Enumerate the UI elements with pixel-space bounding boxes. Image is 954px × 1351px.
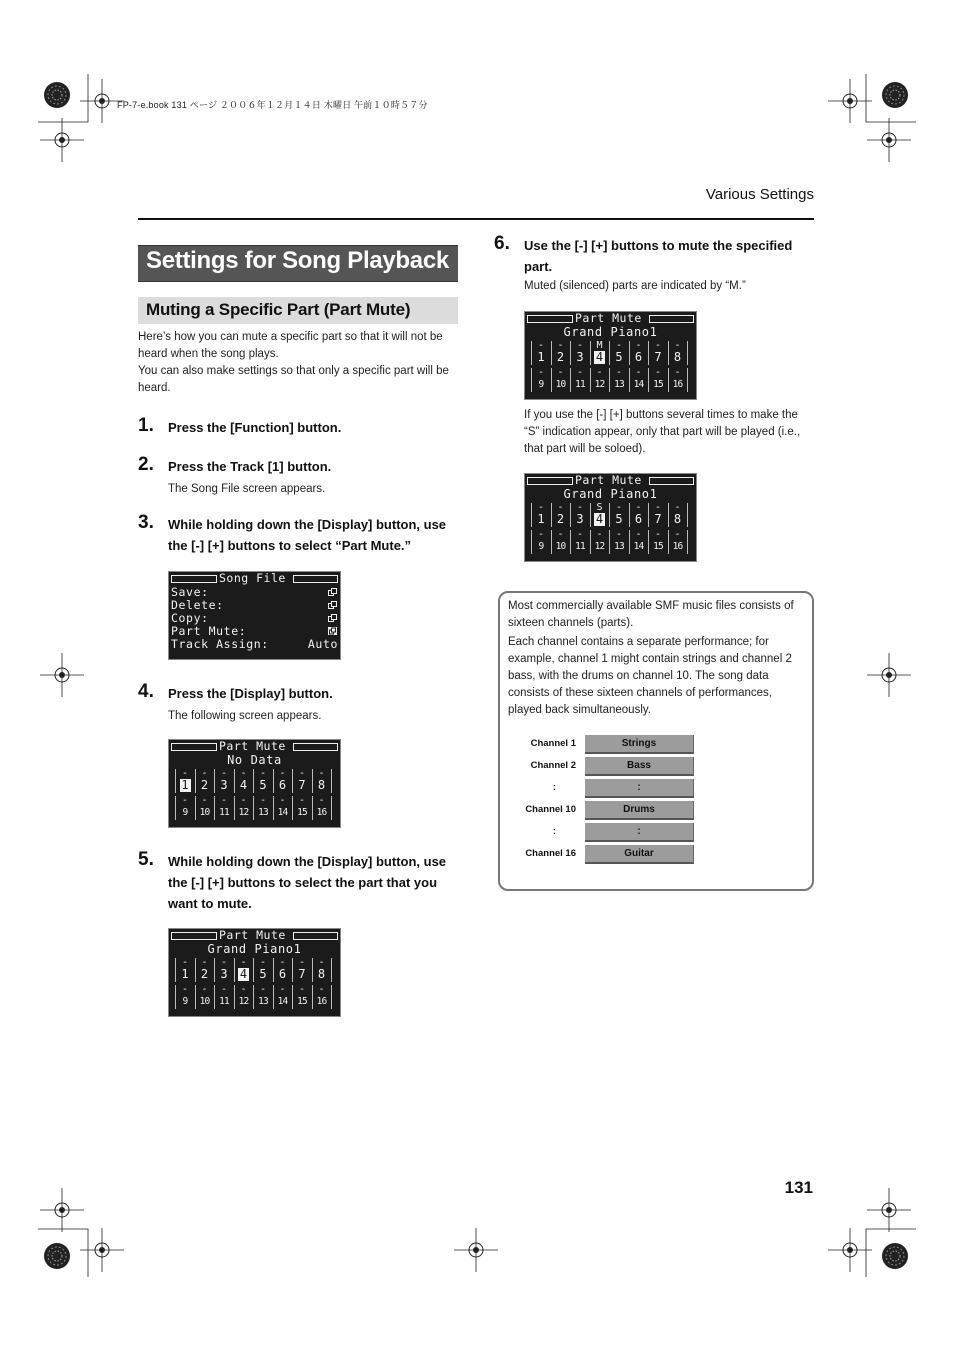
enter-icon bbox=[328, 601, 337, 609]
screen-header-bar bbox=[527, 477, 573, 485]
print-header: FP-7-e.book 131 ページ ２００６年１２月１４日 木曜日 午前１０時５７分 bbox=[117, 100, 428, 110]
step-number: 5. bbox=[138, 849, 154, 870]
part-cell bbox=[590, 530, 610, 553]
part-status: - bbox=[298, 768, 306, 779]
section-subtitle-text: Muting a Specific Part (Part Mute) bbox=[146, 300, 411, 319]
part-number: 1 bbox=[181, 967, 189, 981]
part-status: - bbox=[279, 984, 286, 995]
part-row bbox=[531, 368, 691, 392]
screen-tone-name: No Data bbox=[227, 753, 282, 767]
part-cell bbox=[648, 341, 668, 364]
part-row bbox=[531, 530, 691, 554]
part-number: 7 bbox=[298, 778, 306, 792]
step-number: 6. bbox=[494, 233, 510, 254]
channel-part-bar: Strings bbox=[585, 735, 694, 754]
screen-header: Part Mute bbox=[575, 473, 642, 487]
part-status: - bbox=[576, 367, 584, 378]
part-number: 12 bbox=[238, 996, 249, 1007]
part-row bbox=[175, 796, 335, 820]
part-status: - bbox=[240, 795, 247, 806]
part-cell bbox=[668, 503, 688, 526]
part-cell bbox=[175, 985, 195, 1008]
step-number: 2. bbox=[138, 454, 154, 475]
part-cell bbox=[629, 530, 649, 553]
part-status: - bbox=[201, 768, 208, 779]
screen-header: Song File bbox=[219, 571, 286, 585]
part-cell bbox=[531, 341, 551, 364]
step-instruction: Use the [-] [+] buttons to mute the specified part. bbox=[524, 238, 793, 274]
channel-label: : bbox=[552, 826, 556, 837]
part-status: - bbox=[537, 367, 545, 378]
part-status: - bbox=[298, 984, 306, 995]
part-status: - bbox=[318, 957, 325, 968]
part-number: 14 bbox=[633, 541, 644, 552]
part-number: 12 bbox=[594, 541, 605, 552]
part-status: - bbox=[318, 768, 325, 779]
part-status: - bbox=[318, 795, 325, 806]
step-instruction: Press the [Function] button. bbox=[168, 420, 342, 435]
info-paragraph-1: Most commercially available SMF music files consists of sixteen channels (parts). bbox=[508, 600, 794, 629]
channel-part-bar: Drums bbox=[585, 801, 694, 820]
step-note: The Song File screen appears. bbox=[168, 483, 326, 495]
screen-header-bar bbox=[293, 743, 338, 751]
part-number: 3 bbox=[576, 350, 584, 364]
part-cell bbox=[195, 958, 215, 981]
part-number: 16 bbox=[316, 996, 327, 1007]
part-number: 11 bbox=[219, 996, 229, 1007]
part-status: S bbox=[596, 502, 603, 513]
menu-item-delete: Delete: bbox=[171, 598, 224, 612]
part-number: 6 bbox=[634, 350, 643, 364]
part-number: 5 bbox=[259, 967, 267, 981]
part-row bbox=[531, 341, 691, 365]
part-row bbox=[531, 503, 691, 527]
part-cell bbox=[253, 958, 273, 981]
step-note: Muted (silenced) parts are indicated by “M.” bbox=[524, 280, 746, 292]
intro-paragraph-2: You can also make settings so that only a specific part will be heard. bbox=[138, 365, 449, 394]
part-status: - bbox=[279, 768, 286, 779]
screen-header-bar bbox=[649, 315, 694, 323]
part-number: 12 bbox=[238, 807, 249, 818]
part-status: - bbox=[220, 795, 228, 806]
screen-tone-name: Grand Piano1 bbox=[563, 487, 658, 501]
part-number: 8 bbox=[317, 778, 326, 792]
menu-item-track-assign: Track Assign: bbox=[171, 637, 269, 651]
enter-icon-selected bbox=[328, 627, 337, 635]
part-number: 12 bbox=[594, 379, 605, 390]
part-number: 14 bbox=[277, 807, 288, 818]
channel-label: Channel 16 bbox=[525, 848, 576, 859]
part-number: 11 bbox=[219, 807, 229, 818]
part-number: 2 bbox=[556, 512, 565, 526]
part-cell bbox=[668, 530, 688, 553]
part-status: - bbox=[654, 340, 662, 351]
part-mute-screen-solo bbox=[524, 473, 697, 562]
song-file-screen bbox=[168, 571, 341, 660]
enter-icon bbox=[328, 588, 337, 596]
page-number: 131 bbox=[784, 1178, 813, 1197]
part-number: 2 bbox=[200, 967, 209, 981]
enter-icon bbox=[328, 614, 337, 622]
part-cell bbox=[629, 341, 649, 364]
part-cell bbox=[590, 368, 610, 391]
part-number: 2 bbox=[556, 350, 565, 364]
screen-header: Part Mute bbox=[219, 928, 286, 942]
part-status: - bbox=[596, 529, 603, 540]
page-title-text: Settings for Song Playback bbox=[146, 247, 449, 274]
part-number: 16 bbox=[672, 541, 683, 552]
channel-part-bar: Guitar bbox=[585, 845, 694, 864]
channel-label: Channel 2 bbox=[530, 760, 576, 771]
part-status: M bbox=[596, 340, 603, 351]
part-cell bbox=[668, 341, 688, 364]
part-status: - bbox=[537, 502, 545, 513]
part-status: - bbox=[537, 340, 545, 351]
part-status: - bbox=[557, 340, 564, 351]
part-mute-screen-select bbox=[168, 928, 341, 1017]
part-cell bbox=[214, 985, 234, 1008]
part-status: - bbox=[298, 795, 306, 806]
part-number: 1 bbox=[537, 350, 545, 364]
channel-part-bar: : bbox=[585, 823, 694, 842]
part-number: 6 bbox=[634, 512, 643, 526]
part-number: 10 bbox=[199, 807, 210, 818]
part-status: - bbox=[674, 502, 681, 513]
part-mute-screen-muted bbox=[524, 311, 697, 400]
step-instruction: Press the Track [1] button. bbox=[168, 459, 332, 474]
part-status: - bbox=[259, 795, 267, 806]
screen-header-bar bbox=[527, 315, 573, 323]
part-number: 1 bbox=[537, 512, 545, 526]
part-number: 9 bbox=[538, 541, 544, 552]
part-number: 15 bbox=[653, 379, 663, 390]
part-status: - bbox=[615, 367, 623, 378]
part-cell bbox=[551, 503, 571, 526]
part-status: - bbox=[635, 367, 642, 378]
part-status: - bbox=[635, 529, 642, 540]
part-number: 3 bbox=[220, 778, 228, 792]
part-cell bbox=[273, 769, 293, 792]
part-status: - bbox=[615, 529, 623, 540]
part-status: - bbox=[181, 795, 189, 806]
part-cell bbox=[234, 769, 254, 792]
part-cell bbox=[214, 958, 234, 981]
part-cell bbox=[175, 796, 195, 819]
screen-tone-name: Grand Piano1 bbox=[207, 942, 302, 956]
part-number: 10 bbox=[199, 996, 210, 1007]
part-number: 1 bbox=[181, 778, 189, 792]
intro-paragraph-1: Here’s how you can mute a specific part so that it will not be heard when the song plays. bbox=[138, 331, 443, 360]
part-status: - bbox=[596, 367, 603, 378]
part-status: - bbox=[576, 502, 584, 513]
part-cell bbox=[629, 368, 649, 391]
screen-header-bar bbox=[649, 477, 694, 485]
part-number: 15 bbox=[653, 541, 663, 552]
part-cell bbox=[312, 796, 332, 819]
step-note: The following screen appears. bbox=[168, 710, 322, 722]
part-status: - bbox=[201, 957, 208, 968]
step-number: 3. bbox=[138, 512, 154, 533]
part-status: - bbox=[654, 502, 662, 513]
channel-part-bar: : bbox=[585, 779, 694, 798]
part-cell bbox=[668, 368, 688, 391]
part-cell bbox=[175, 958, 195, 981]
part-number: 10 bbox=[555, 541, 566, 552]
menu-item-copy: Copy: bbox=[171, 611, 209, 625]
screen-header: Part Mute bbox=[219, 739, 286, 753]
part-cell bbox=[234, 796, 254, 819]
part-cell bbox=[273, 985, 293, 1008]
part-status: - bbox=[537, 529, 545, 540]
info-paragraph-2: Each channel contains a separate performance; for example, channel 1 might contain strings and channel 2 bass, with the drums on channel 10. The song data consists of these sixteen channels of performances, played back simultaneously. bbox=[508, 636, 792, 716]
step-instruction: While holding down the [Display] button, use the [-] [+] buttons to select the part that you want to mute. bbox=[168, 854, 447, 911]
part-status: - bbox=[654, 367, 662, 378]
part-status: - bbox=[240, 984, 247, 995]
part-cell bbox=[551, 341, 571, 364]
step-instruction: Press the [Display] button. bbox=[168, 686, 333, 701]
part-number: 16 bbox=[316, 807, 327, 818]
part-number: 3 bbox=[576, 512, 584, 526]
step-number: 4. bbox=[138, 681, 154, 702]
part-cell bbox=[312, 958, 332, 981]
part-number: 13 bbox=[614, 379, 624, 390]
part-status: - bbox=[240, 957, 247, 968]
part-number: 9 bbox=[182, 807, 188, 818]
header-rule bbox=[138, 218, 814, 220]
part-cell bbox=[175, 769, 195, 792]
channel-label: : bbox=[552, 782, 556, 793]
part-number: 9 bbox=[182, 996, 188, 1007]
part-row bbox=[175, 958, 335, 982]
part-number: 4 bbox=[595, 512, 604, 526]
part-status: - bbox=[557, 367, 564, 378]
part-number: 8 bbox=[673, 512, 682, 526]
part-status: - bbox=[318, 984, 325, 995]
part-status: - bbox=[635, 502, 642, 513]
part-number: 14 bbox=[633, 379, 644, 390]
part-cell bbox=[551, 368, 571, 391]
part-number: 4 bbox=[239, 967, 248, 981]
part-number: 5 bbox=[615, 512, 623, 526]
part-status: - bbox=[181, 768, 189, 779]
part-status: - bbox=[654, 529, 662, 540]
part-number: 7 bbox=[654, 350, 662, 364]
part-status: - bbox=[240, 768, 247, 779]
part-cell bbox=[531, 530, 551, 553]
part-number: 8 bbox=[317, 967, 326, 981]
part-cell bbox=[609, 341, 629, 364]
part-status: - bbox=[576, 529, 584, 540]
screen-tone-name: Grand Piano1 bbox=[563, 325, 658, 339]
part-cell bbox=[648, 503, 668, 526]
screen-header: Part Mute bbox=[575, 311, 642, 325]
part-number: 15 bbox=[297, 996, 307, 1007]
part-cell bbox=[629, 503, 649, 526]
part-cell bbox=[609, 368, 629, 391]
part-status: - bbox=[674, 367, 681, 378]
part-number: 7 bbox=[654, 512, 662, 526]
channel-label: Channel 1 bbox=[530, 738, 576, 749]
part-cell bbox=[273, 796, 293, 819]
part-cell bbox=[590, 341, 610, 364]
part-number: 13 bbox=[258, 807, 268, 818]
part-cell bbox=[570, 503, 590, 526]
part-number: 13 bbox=[614, 541, 624, 552]
part-status: - bbox=[298, 957, 306, 968]
part-status: - bbox=[259, 957, 267, 968]
screen-header-bar bbox=[293, 932, 338, 940]
part-cell bbox=[292, 958, 312, 981]
screen-header-bar bbox=[171, 932, 217, 940]
page-title bbox=[138, 245, 458, 282]
part-cell bbox=[648, 530, 668, 553]
step-number: 1. bbox=[138, 415, 154, 436]
part-cell bbox=[195, 985, 215, 1008]
part-cell bbox=[312, 769, 332, 792]
part-status: - bbox=[201, 795, 208, 806]
menu-item-part-mute: Part Mute: bbox=[171, 624, 247, 638]
part-status: - bbox=[615, 502, 623, 513]
part-status: - bbox=[220, 768, 228, 779]
part-number: 15 bbox=[297, 807, 307, 818]
part-status: - bbox=[557, 502, 564, 513]
part-number: 4 bbox=[595, 350, 604, 364]
part-cell bbox=[531, 368, 551, 391]
part-status: - bbox=[181, 984, 189, 995]
part-cell bbox=[609, 530, 629, 553]
part-mute-screen-no-data bbox=[168, 739, 341, 828]
part-cell bbox=[214, 796, 234, 819]
step-instruction: While holding down the [Display] button, use the [-] [+] buttons to select “Part Mute.” bbox=[168, 517, 447, 553]
part-number: 2 bbox=[200, 778, 209, 792]
part-status: - bbox=[181, 957, 189, 968]
part-number: 9 bbox=[538, 379, 544, 390]
part-cell bbox=[253, 769, 273, 792]
part-cell bbox=[570, 341, 590, 364]
solo-note: If you use the [-] [+] buttons several times to make the “S” indication appear, only that part will be played (i.e., that part will be soloed). bbox=[524, 409, 801, 455]
part-cell bbox=[195, 796, 215, 819]
part-status: - bbox=[259, 768, 267, 779]
part-cell bbox=[292, 769, 312, 792]
part-number: 10 bbox=[555, 379, 566, 390]
part-number: 4 bbox=[239, 778, 248, 792]
part-number: 13 bbox=[258, 996, 268, 1007]
part-status: - bbox=[674, 340, 681, 351]
section-name: Various Settings bbox=[705, 186, 814, 203]
part-status: - bbox=[557, 529, 564, 540]
part-status: - bbox=[220, 984, 228, 995]
part-number: 8 bbox=[673, 350, 682, 364]
part-number: 11 bbox=[575, 379, 585, 390]
part-number: 6 bbox=[278, 778, 287, 792]
part-cell bbox=[214, 769, 234, 792]
part-number: 7 bbox=[298, 967, 306, 981]
part-cell bbox=[570, 368, 590, 391]
part-status: - bbox=[576, 340, 584, 351]
part-cell bbox=[253, 985, 273, 1008]
part-status: - bbox=[674, 529, 681, 540]
part-number: 5 bbox=[259, 778, 267, 792]
part-cell bbox=[531, 503, 551, 526]
part-status: - bbox=[635, 340, 642, 351]
part-status: - bbox=[220, 957, 228, 968]
part-number: 3 bbox=[220, 967, 228, 981]
part-number: 11 bbox=[575, 541, 585, 552]
part-cell bbox=[234, 958, 254, 981]
part-cell bbox=[648, 368, 668, 391]
menu-value-track-assign: Auto bbox=[307, 637, 338, 651]
part-cell bbox=[570, 530, 590, 553]
part-row bbox=[175, 769, 335, 793]
part-status: - bbox=[615, 340, 623, 351]
part-cell bbox=[590, 503, 610, 526]
part-number: 14 bbox=[277, 996, 288, 1007]
part-number: 16 bbox=[672, 379, 683, 390]
part-cell bbox=[312, 985, 332, 1008]
channel-label: Channel 10 bbox=[525, 804, 576, 815]
part-number: 6 bbox=[278, 967, 287, 981]
part-status: - bbox=[279, 957, 286, 968]
part-status: - bbox=[259, 984, 267, 995]
part-cell bbox=[253, 796, 273, 819]
section-subtitle bbox=[138, 297, 458, 324]
part-cell bbox=[292, 796, 312, 819]
part-status: - bbox=[279, 795, 286, 806]
part-cell bbox=[609, 503, 629, 526]
channel-part-bar: Bass bbox=[585, 757, 694, 776]
part-cell bbox=[234, 985, 254, 1008]
part-cell bbox=[273, 958, 293, 981]
menu-item-save: Save: bbox=[171, 585, 209, 599]
part-cell bbox=[195, 769, 215, 792]
part-status: - bbox=[201, 984, 208, 995]
part-number: 5 bbox=[615, 350, 623, 364]
part-cell bbox=[551, 530, 571, 553]
part-row bbox=[175, 985, 335, 1009]
part-cell bbox=[292, 985, 312, 1008]
screen-header-bar bbox=[171, 743, 217, 751]
